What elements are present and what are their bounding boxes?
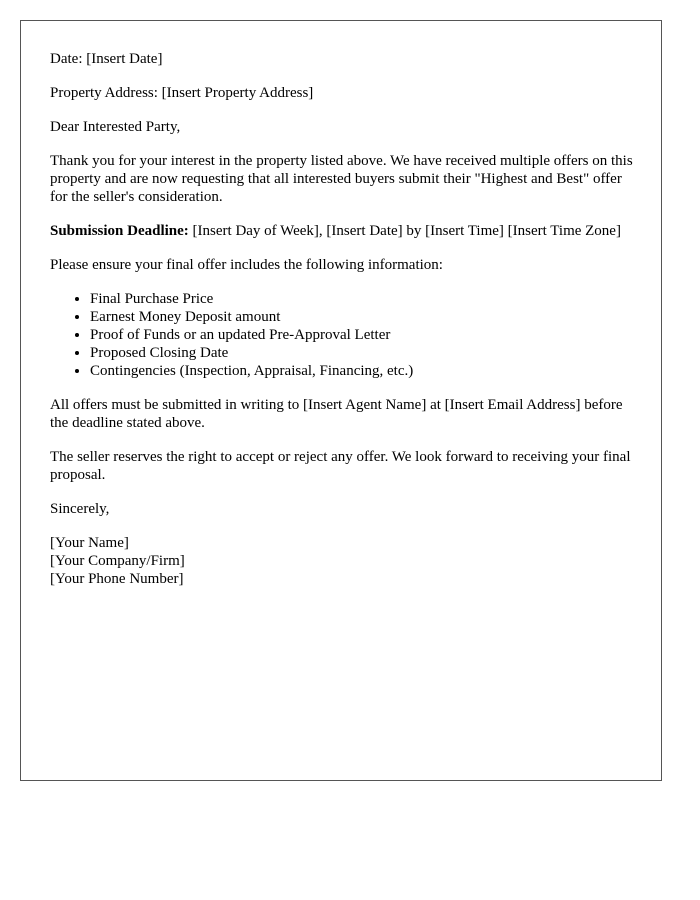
submission-paragraph: All offers must be submitted in writing to [Insert Agent Name] at [Insert Email Address] before the deadline stated above. <box>50 397 623 431</box>
list-item: • Contingencies (Inspection, Appraisal, Financing, etc.) <box>90 362 640 380</box>
deadline-value: [Insert Day of Week], [Insert Date] by [Insert Time] [Insert Time Zone] <box>188 223 621 239</box>
signature-phone: [Your Phone Number] <box>50 571 184 587</box>
signature-block <box>50 534 640 588</box>
signature-name: [Your Name] <box>50 535 129 551</box>
letter-body <box>50 50 640 588</box>
requirements-list <box>50 290 640 380</box>
list-item: • Earnest Money Deposit amount <box>90 308 640 326</box>
reserve-paragraph: The seller reserves the right to accept or reject any offer. We look forward to receiving your final proposal. <box>50 449 631 483</box>
intro-paragraph: Thank you for your interest in the property listed above. We have received multiple offers on this property and are now requesting that all interested buyers submit their "Highest and Best" offer for the seller's consideration. <box>50 153 633 205</box>
closing-line: Sincerely, <box>50 501 110 517</box>
property-address-line: Property Address: [Insert Property Address] <box>50 85 314 101</box>
list-item: • Proof of Funds or an updated Pre-Approval Letter <box>90 326 640 344</box>
deadline-paragraph <box>50 222 640 240</box>
list-item: • Final Purchase Price <box>90 290 640 308</box>
signature-company: [Your Company/Firm] <box>50 553 185 569</box>
date-line: Date: [Insert Date] <box>50 51 163 67</box>
list-item: • Proposed Closing Date <box>90 344 640 362</box>
deadline-label: Submission Deadline: <box>50 223 189 239</box>
salutation: Dear Interested Party, <box>50 119 181 135</box>
list-intro: Please ensure your final offer includes the following information: <box>50 257 443 273</box>
letter-page <box>20 20 662 781</box>
